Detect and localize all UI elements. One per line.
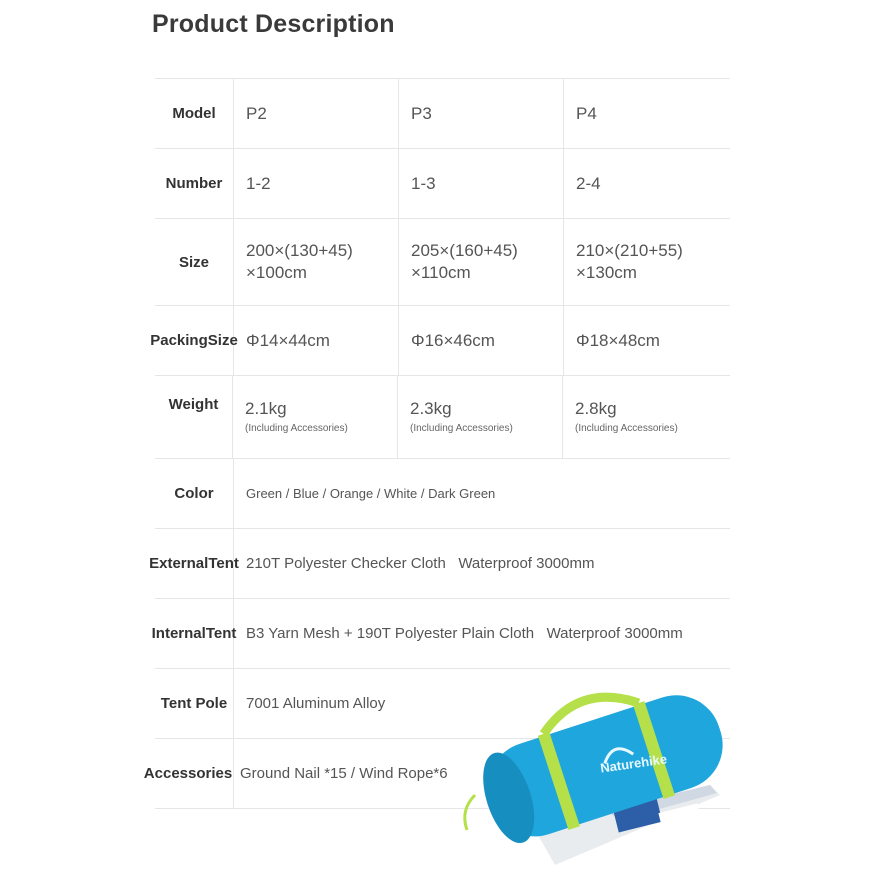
row-number bbox=[155, 149, 730, 219]
row-weight bbox=[155, 376, 730, 459]
row-label: Tent Pole bbox=[155, 669, 234, 738]
cell-p4: 2-4 bbox=[576, 173, 601, 193]
row-internal-tent bbox=[151, 599, 730, 669]
row-label bbox=[149, 529, 239, 598]
page-title: Product Description bbox=[152, 10, 395, 38]
size-line2: ×110cm bbox=[411, 263, 471, 282]
row-label: Number bbox=[155, 149, 234, 218]
row-packing-size bbox=[150, 306, 730, 376]
cell-p2: 1-2 bbox=[234, 149, 399, 218]
weight-value: 2.8kg bbox=[575, 399, 617, 418]
cell-p3: P3 bbox=[399, 79, 564, 148]
row-label: Model bbox=[155, 79, 234, 148]
cell-p3: 1-3 bbox=[399, 149, 564, 218]
brand-logo: Naturehike bbox=[599, 751, 668, 776]
row-size bbox=[155, 219, 730, 306]
label-line2: Tent bbox=[208, 555, 239, 572]
row-label: Color bbox=[155, 459, 234, 528]
row-label: Weight bbox=[155, 376, 233, 458]
cell-p4: Φ18×48cm bbox=[576, 330, 660, 350]
weight-note: (Including Accessories) bbox=[245, 423, 348, 434]
color-value: Green / Blue / Orange / White / Dark Green bbox=[246, 486, 496, 501]
size-line1: 200×(130+45) bbox=[246, 241, 353, 260]
label-line2: Size bbox=[207, 332, 238, 349]
row-label: Size bbox=[155, 219, 234, 305]
weight-value: 2.1kg bbox=[245, 399, 287, 418]
weight-note: (Including Accessories) bbox=[575, 423, 678, 434]
cell-p2 bbox=[233, 376, 398, 458]
label-line2: Tent bbox=[205, 625, 237, 642]
pole-value: 7001 Aluminum Alloy bbox=[246, 695, 386, 712]
cell-p4 bbox=[563, 376, 728, 458]
cell-p2: P2 bbox=[234, 79, 399, 148]
label-line1: Packing bbox=[150, 332, 208, 349]
row-label: Accessories bbox=[143, 739, 234, 808]
weight-value: 2.3kg bbox=[410, 399, 452, 418]
size-line2: ×130cm bbox=[576, 263, 637, 282]
row-color bbox=[155, 459, 730, 529]
weight-note: (Including Accessories) bbox=[410, 423, 513, 434]
accessories-value: Ground Nail *15 / Wind Rope*6 bbox=[240, 765, 448, 782]
cell-p4 bbox=[564, 219, 729, 305]
row-external-tent bbox=[149, 529, 730, 599]
internal-value: B3 Yarn Mesh + 190T Polyester Plain Cloth Waterproof 3000mm bbox=[246, 625, 683, 642]
label-line1: External bbox=[149, 555, 209, 572]
cell-p3 bbox=[398, 376, 563, 458]
cell-p2 bbox=[234, 219, 399, 305]
row-label bbox=[150, 306, 238, 375]
size-line1: 205×(160+45) bbox=[411, 241, 518, 260]
drawstring-icon bbox=[465, 795, 475, 830]
cell-p3: Φ16×46cm bbox=[399, 306, 564, 375]
label-line1: Internal bbox=[151, 625, 206, 642]
tent-bag-image bbox=[455, 690, 745, 870]
row-label bbox=[151, 599, 237, 668]
external-value: 210T Polyester Checker Cloth Waterproof 3000mm bbox=[246, 555, 595, 572]
cell-p3 bbox=[399, 219, 564, 305]
row-model bbox=[155, 79, 730, 149]
cell-p2: Φ14×44cm bbox=[234, 306, 399, 375]
size-line1: 210×(210+55) bbox=[576, 241, 683, 260]
cell-p4: P4 bbox=[576, 103, 597, 123]
size-line2: ×100cm bbox=[246, 263, 307, 282]
